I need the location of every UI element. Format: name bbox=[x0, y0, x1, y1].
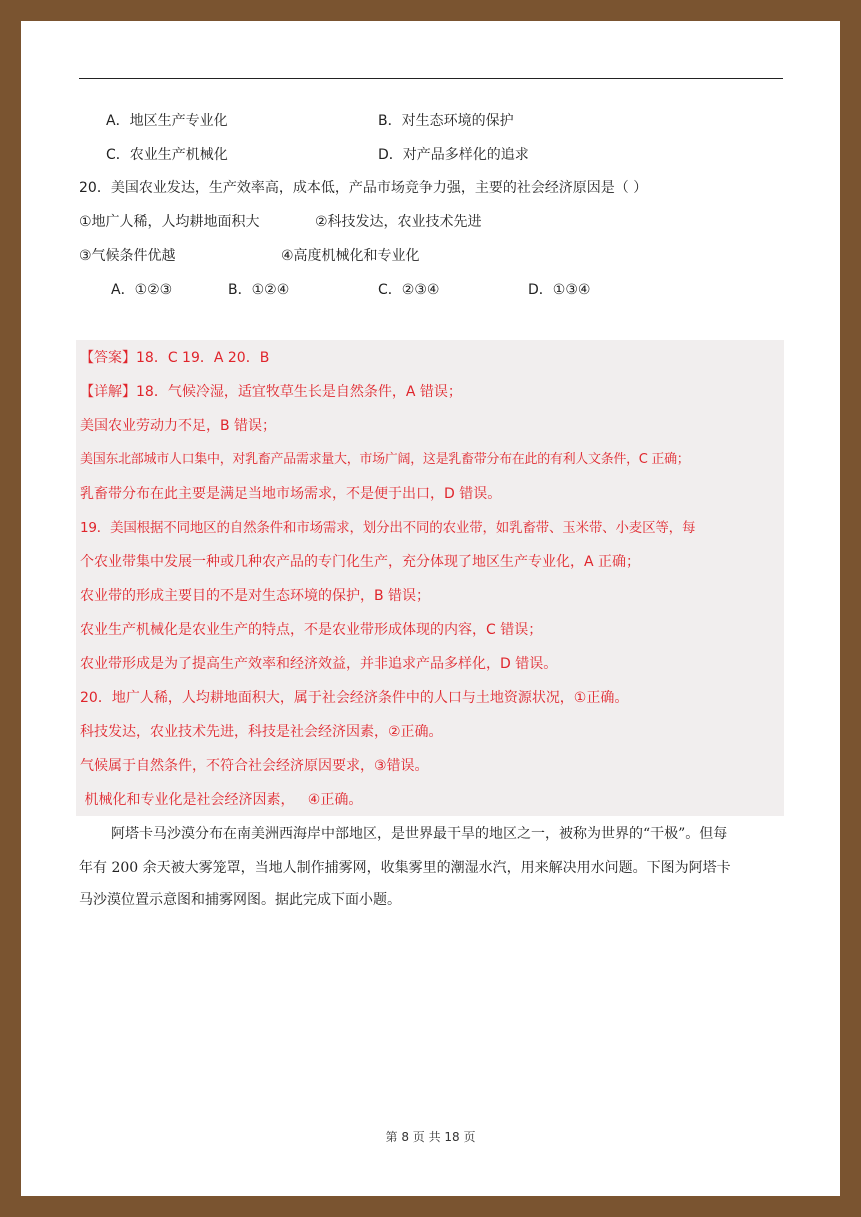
explanation-line: 19．美国根据不同地区的自然条件和市场需求，划分出不同的农业带，如乳畜带、玉米带、小麦区等，每 bbox=[80, 520, 696, 536]
q19-option-b: B．对生态环境的保护 bbox=[378, 113, 514, 129]
explanation-line: 美国东北部城市人口集中，对乳畜产品需求量大，市场广阔，这是乳畜带分布在此的有利人文条件，C 正确； bbox=[80, 452, 690, 467]
q20-statement-3: ③气候条件优越 bbox=[79, 248, 176, 264]
document-page bbox=[21, 21, 840, 1196]
explanation-line: 机械化和专业化是社会经济因素， ④正确。 bbox=[80, 792, 363, 808]
explanation-line: 20．地广人稀，人均耕地面积大，属于社会经济条件中的人口与土地资源状况，①正确。 bbox=[80, 690, 629, 706]
explanation-line: 农业生产机械化是农业生产的特点，不是农业带形成体现的内容，C 错误； bbox=[80, 622, 543, 638]
q19-option-c: C．农业生产机械化 bbox=[106, 147, 228, 163]
explanation-line: 美国农业劳动力不足，B 错误； bbox=[80, 418, 277, 434]
explanation-line: 【详解】18．气候冷湿，适宜牧草生长是自然条件，A 错误； bbox=[80, 384, 462, 400]
explanation-line: 农业带形成是为了提高生产效率和经济效益，并非追求产品多样化，D 错误。 bbox=[80, 656, 558, 672]
q20-statement-2: ②科技发达，农业技术先进 bbox=[315, 214, 482, 230]
q20-option-b: B．①②④ bbox=[228, 282, 290, 298]
passage-line-3: 马沙漠位置示意图和捕雾网图。据此完成下面小题。 bbox=[79, 892, 401, 908]
page-footer: 第 8 页 共 18 页 bbox=[385, 1130, 476, 1144]
passage-line-1: 阿塔卡马沙漠分布在南美洲西海岸中部地区，是世界最干旱的地区之一，被称为世界的“干极”。但每 bbox=[111, 826, 728, 842]
q20-statement-1: ①地广人稀，人均耕地面积大 bbox=[79, 214, 260, 230]
q20-statement-4: ④高度机械化和专业化 bbox=[281, 248, 420, 264]
q20-option-c: C．②③④ bbox=[378, 282, 440, 298]
q20-option-a: A．①②③ bbox=[111, 282, 173, 298]
explanation-line: 农业带的形成主要目的不是对生态环境的保护，B 错误； bbox=[80, 588, 431, 604]
answer-explanation-box bbox=[76, 340, 784, 816]
explanation-line: 气候属于自然条件，不符合社会经济原因要求，③错误。 bbox=[80, 758, 429, 774]
header-rule bbox=[79, 78, 783, 79]
explanation-line: 乳畜带分布在此主要是满足当地市场需求，不是便于出口，D 错误。 bbox=[80, 486, 502, 502]
explanation-line: 科技发达，农业技术先进，科技是社会经济因素，②正确。 bbox=[80, 724, 443, 740]
q20-option-d: D．①③④ bbox=[528, 282, 591, 298]
answer-header: 【答案】18．C 19．A 20．B bbox=[80, 350, 270, 366]
q20-stem: 20．美国农业发达，生产效率高，成本低，产品市场竞争力强，主要的社会经济原因是（ ） bbox=[79, 180, 648, 196]
explanation-line: 个农业带集中发展一种或几种农产品的专门化生产，充分体现了地区生产专业化，A 正确； bbox=[80, 554, 641, 570]
passage-line-2: 年有 200 余天被大雾笼罩，当地人制作捕雾网，收集雾里的潮湿水汽，用来解决用水问题。下图为阿塔卡 bbox=[79, 860, 731, 876]
q19-option-a: A．地区生产专业化 bbox=[106, 113, 228, 129]
q19-option-d: D．对产品多样化的追求 bbox=[378, 147, 529, 163]
